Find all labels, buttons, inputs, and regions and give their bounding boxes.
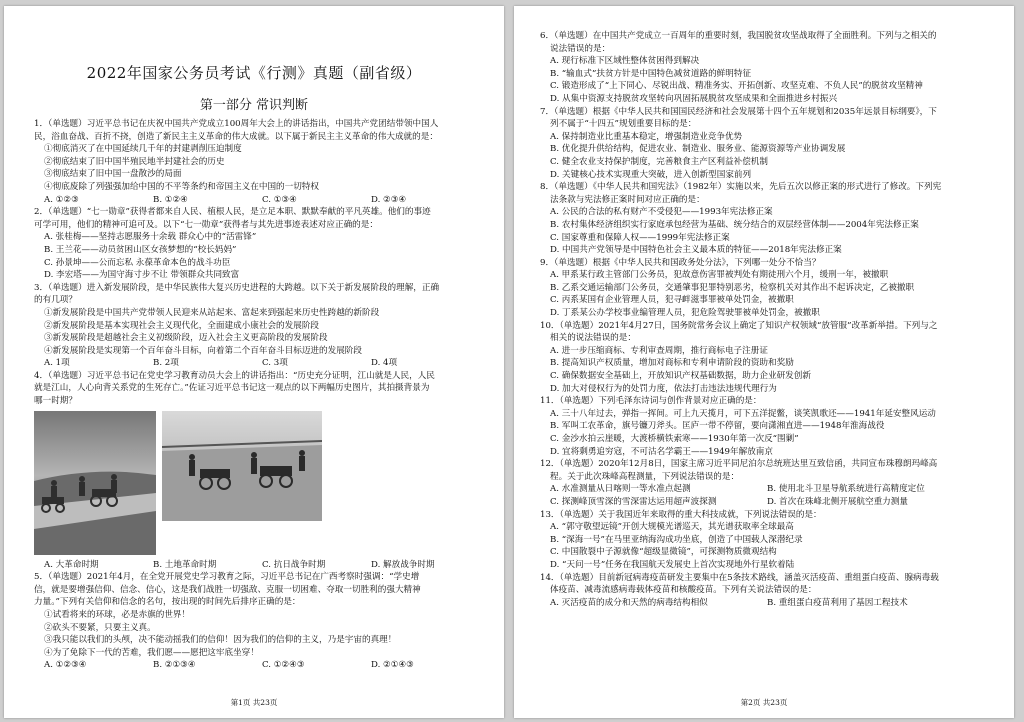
answer-options [540,483,984,496]
statement-item: ④为了免除下一代的苦难，我们愿——愿把这牢底坐穿！ [44,647,259,658]
statement-item: ①试看将来的环球，必是赤旗的世界！ [44,610,191,621]
historical-photos [34,411,480,557]
answer-options [540,597,984,610]
question-text: 10．（单选题）2021年4月27日，国务院常务会议上确定了知识产权领域“放管服”改革新举措。下列与之 [540,320,938,331]
question-text: 11．（单选题）下列毛泽东诗词与创作背景对应正确的是： [540,396,762,407]
option-b: B. 军叫工农革命，旗号镰刀斧头。匡庐一带不停留，要向潇湘直进——1948年淮海战役 [550,421,885,432]
option-d: D. 中国共产党领导是中国特色社会主义最本质的特征——2018年宪法修正案 [550,245,842,256]
option-a: A. 进一步压缩商标、专利审查周期，推行商标电子注册证 [550,345,768,356]
option-b: B. 2项 [153,358,179,369]
question-9 [540,257,984,320]
question-2 [34,206,480,282]
option-b: B. “输血式”扶贫方针是中国特色减贫道路的鲜明特征 [550,68,752,79]
question-text: 说法错误的是： [550,43,611,54]
option-d: D. 丁系某公办学校事业编管理人员，犯危险驾驶罪被单处罚金，被撤职 [550,308,820,319]
statement-item: ③彻底结束了旧中国一盘散沙的局面 [44,169,182,180]
photo-illustration [34,411,156,555]
statement-item: ③新发展阶段是超越社会主义初级阶段，迈入社会主义更高阶段的发展阶段 [44,333,328,344]
question-3 [34,282,480,370]
question-text: 4．（单选题）习近平总书记在党史学习教育动员大会上的讲话指出：“历史充分证明，江山就是人民，人民 [34,370,435,381]
option-c: C. 金沙水拍云崖暖，大渡桥横铁索寒——1930年第一次反“围剿” [550,434,799,444]
question-text: 6．（单选题）在中国共产党成立一百周年的重要时刻，我国脱贫攻坚战取得了全面胜利。下列与之相关的 [540,31,937,41]
answer-options [34,659,480,672]
option-a: A. 灭活疫苗的成分和天然的病毒结构相似 [550,597,708,608]
question-7 [540,106,984,182]
question-text: 可学可用，他们的精神可追可及。以下“七一勋章”获得者与其先进事迹表述对应正确的是： [34,219,378,230]
option-d: D. 解放战争时期 [371,559,435,570]
question-8 [540,181,984,257]
option-a: A. ①②③④ [44,660,87,671]
statement-item: ②新发展阶段是基本实现社会主义现代化，全面建成小康社会的发展阶段 [44,320,320,331]
option-c: C. 锻造形成了“上下同心、尽锐出战、精准务实、开拓创新、攻坚克难、不负人民”的脱贫攻坚精神 [550,81,923,92]
option-a: A. “郭守敬望远镜”开创大规模光谱巡天，其光谱获取率全球最高 [550,522,794,533]
statement-item: ③我只能以我们的头颅，决不能动摇我们的信仰！因为我们的信仰的主义，乃是宇宙的真理！ [44,635,397,646]
option-d: D. 首次在珠峰北侧开展航空重力测量 [767,496,908,507]
question-11 [540,395,984,458]
question-text: 13．（单选题）关于我国近年来取得的重大科技成就，下列说法错误的是： [540,509,822,520]
option-a: A. 1项 [44,358,70,369]
statement-item: ①新发展阶段是中国共产党带领人民迎来从站起来、富起来到强起来历史性跨越的新阶段 [44,307,380,318]
option-c: C. 3项 [262,358,288,369]
question-text: 3．（单选题）进入新发展阶段，是中华民族伟大复兴历史进程的大跨越。以下关于新发展阶段的理解，正确 [34,282,440,293]
option-c: C. 孙景坤——公而忘私 永葆革命本色的战斗功臣 [44,257,231,268]
answer-options [34,559,480,572]
option-c: C. 中国散裂中子源就像“超级显微镜”，可探测物质微观结构 [550,547,777,558]
photo-illustration [162,411,322,521]
option-a: A. 三十八年过去，弹指一挥间。可上九天揽月，可下五洋捉鳖，谈笑凯歌还——1941年延安整风运动 [550,408,936,419]
question-6 [540,30,984,106]
option-a: A. 甲系某行政主管部门公务员，犯故意伤害罪被判处有期徒刑六个月，缓刑一年，被撤职 [550,270,889,281]
option-d: D. 关键核心技术实现重大突破，进入创新型国家前列 [550,169,752,180]
question-4 [34,370,480,571]
statement-item: ④彻底废除了列强强加给中国的不平等条约和帝国主义在中国的一切特权 [44,181,320,192]
option-b: B. ②①③④ [153,660,196,671]
question-13 [540,509,984,572]
question-text: 1．（单选题）习近平总书记在庆祝中国共产党成立100周年大会上的讲话指出，中国共产党团结带领中国人 [34,119,439,129]
option-c: C. ①③④ [262,194,297,205]
question-text: 列不属于“十四五”规划重要目标的是： [550,119,697,130]
historical-photo-right [162,411,322,521]
option-a: A. 保持制造业比重基本稳定，增强制造业竞争优势 [550,131,743,142]
option-c: C. 探测峰顶雪深的雪深雷达运用超声波探测 [550,496,717,507]
question-text: 9．（单选题）根据《中华人民共和国政务处分法》，下列哪一处分不恰当？ [540,257,821,268]
option-c: C. 健全农业支持保护制度，完善粮食主产区利益补偿机制 [550,156,768,167]
question-12 [540,458,984,508]
option-d: D. 加大对侵权行为的处罚力度，依法打击违法违规代理行为 [550,383,777,394]
answer-options [540,496,984,509]
option-b: B. ①②④ [153,194,188,205]
section-title: 第一部分 常识判断 [199,98,309,113]
question-text: 8．（单选题）《中华人民共和国宪法》（1982年）实施以来，先后五次以修正案的形式进行了修改。下列宪 [540,182,942,193]
option-b: B. 农村集体经济组织实行家庭承包经营为基础、统分结合的双层经营体制——2004年宪法修正案 [550,219,919,230]
option-b: B. 使用北斗卫星导航系统进行高精度定位 [767,484,925,495]
question-text: 14．（单选题）目前新冠病毒疫苗研发主要集中在5条技术路线，涵盖灭活疫苗、重组蛋白疫苗、腺病毒载 [540,572,939,583]
option-d: D. 宜将剩勇追穷寇，不可沽名学霸王——1949年解放南京 [550,446,773,457]
option-c: C. ①②④③ [262,660,305,671]
option-c: C. 抗日战争时期 [262,559,326,570]
option-c: C. 丙系某国有企业管理人员，犯寻衅滋事罪被单处罚金，被撤职 [550,295,794,306]
option-d: D. 从集中资源支持脱贫攻坚转向巩固拓展脱贫攻坚成果和全面推进乡村振兴 [550,93,838,104]
option-c: C. 国家尊重和保障人权——1999年宪法修正案 [550,232,730,243]
option-b: B. “深海一号”在马里亚纳海沟成功坐底，创造了中国载人深潜纪录 [550,534,803,545]
option-d: D. 4项 [371,358,398,369]
option-d: D. ②①④③ [371,660,414,671]
question-1 [34,118,480,206]
answer-options [34,194,480,207]
historical-photo-left [34,411,156,555]
answer-options [34,357,480,370]
document-title: 2022年国家公务员考试《行测》真题（副省级） [86,64,422,82]
question-text: 法条款与宪法修正案时间对应正确的是： [550,194,705,205]
option-a: A. 大革命时期 [44,559,99,570]
option-b: B. 乙系交通运输部门公务员，交通肇事犯罪特别恶劣，检察机关对其作出不起诉决定，乙被撤职 [550,282,915,293]
statement-item: ②彻底结束了旧中国半殖民地半封建社会的历史 [44,156,225,167]
question-text: 12．（单选题）2020年12月8日，国家主席习近平同尼泊尔总统班达里互致信函，共同宣布珠穆朗玛峰高 [540,459,938,470]
page-footer: 第2页 共23页 [740,698,788,707]
question-text: 5．（单选题）2021年4月，在全党开展党史学习教育之际，习近平总书记在广西考察时强调：“学史增 [34,572,420,583]
option-a: A. 水准测量从日喀则一等水准点起测 [550,484,691,495]
option-a: A. 公民的合法的私有财产不受侵犯——1993年宪法修正案 [550,207,773,218]
question-text: 力量。”下列有关信仰和信念的名句，按出现的时间先后排序正确的是： [34,597,301,608]
document-page-1 [4,6,504,718]
question-text: 2．（单选题）“七一勋章”获得者都来自人民、植根人民，是立足本职、默默奉献的平凡英雄。他们的事迹 [34,207,431,218]
option-a: A. 现行标准下区域性整体贫困得到解决 [550,56,700,67]
statement-item: ①彻底消灭了在中国延续几千年的封建剥削压迫制度 [44,144,242,155]
question-text: 的有几项？ [34,295,77,306]
question-5 [34,571,480,672]
document-page-2 [514,6,1014,718]
question-text: 体疫苗、减毒流感病毒载体疫苗和核酸疫苗。下列有关说法错误的是： [550,585,817,596]
question-text: 就是江山，人心向背关系党的生死存亡。”佐证习近平总书记这一观点的以下两幅历史图片，其拍摄背景为 [34,383,430,394]
question-14 [540,572,984,610]
page-footer: 第1页 共23页 [230,698,278,707]
question-text: 哪一时期？ [34,396,77,407]
option-a: A. 张桂梅——坚持志愿服务十余载 群众心中的“活雷锋” [44,232,257,243]
statement-item: ②砍头不要紧，只要主义真。 [44,622,156,633]
option-b: B. 重组蛋白疫苗利用了基因工程技术 [767,597,908,608]
statement-item: ④新发展阶段是实现第一个百年奋斗目标，向着第二个百年奋斗目标迈进的发展阶段 [44,345,362,356]
option-b: B. 土地革命时期 [153,559,217,570]
option-b: B. 王兰花——动员贫困山区女孩梦想的“校长妈妈” [44,244,237,255]
option-d: D. 李宏塔——为国守海寸步不让 带领群众共同致富 [44,270,240,281]
option-c: C. 确保数据安全基础上，开放知识产权基础数据，助力企业研发创新 [550,371,811,382]
option-d: D. ②③④ [371,194,407,205]
question-text: 相关的说法错误的是： [550,333,636,344]
question-text: 7．（单选题）根据《中华人民共和国国民经济和社会发展第十四个五年规划和2035年远景目标纲要》，下 [540,106,937,117]
question-text: 程。关于此次珠峰高程测量，下列说法错误的是： [550,471,740,482]
question-text: 信，就是要增强信仰、信念、信心，这是我们战胜一切强敌、克服一切困难、夺取一切胜利的强大精神 [34,584,421,595]
question-text: 民，浴血奋战、百折不挠，创造了新民主主义革命的伟大成就。以下属于新民主主义革命的伟大成就的是： [34,131,438,142]
question-10 [540,320,984,396]
option-a: A. ①②③ [44,194,79,205]
option-d: D. “天问一号”任务在我国航天发展史上首次实现地外行星软着陆 [550,559,795,570]
option-b: B. 优化提升供给结构，促进农业、制造业、服务业、能源资源等产业协调发展 [550,144,846,155]
option-b: B. 提高知识产权质量，增加对商标和专利申请阶段的资助和奖励 [550,358,794,369]
